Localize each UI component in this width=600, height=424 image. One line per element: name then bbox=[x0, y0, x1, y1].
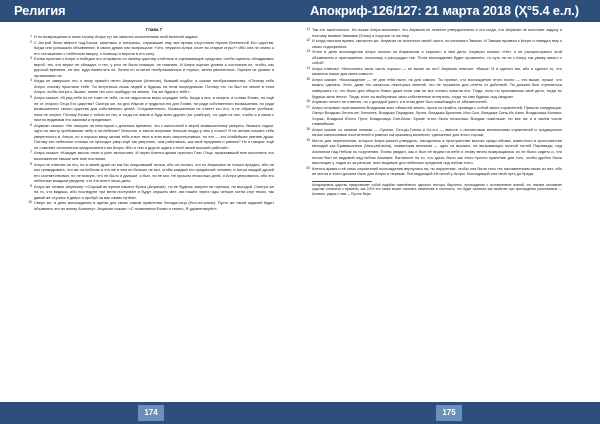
verse bbox=[30, 161, 274, 184]
left-page-body bbox=[28, 27, 274, 212]
verse bbox=[306, 27, 562, 38]
verse-number: 20 bbox=[306, 165, 310, 170]
verse bbox=[30, 39, 274, 57]
verse-text: Анумсан сказал: «Не говорил ли некоторые с длинных времени, что с милостией и верой возвышенному умереть, бывших ходом, одно по месту пребывании небу а на небесах? Исполни, и ежели исправит больше неуда у чем у плохо? Я не желаю лишать тебя уверенность в, Ангра, но я хорошо вижу желая тебя и все твое в этих всех сверхтерпимых, но это — это слабейшее умение души. Потому эти небесные сплошь не проходит умер ещё так уверенно, чем работаешь, как своё предание и рвение? Но я говорю: ещё он ставляет исполнения предписанного им Ангра. Ибо и тем и другое ждать к этой своей высшей работой». bbox=[34, 122, 274, 150]
verse bbox=[30, 95, 274, 123]
verse-number: 3 bbox=[30, 56, 32, 61]
verse-text: Ангра сказал: «Восхождение — не для тебя ныне, но для самого. Ты принял, что восхождение этого плато — это выше, лучше, что можно сделать. Хотя, даже это казалось некоторых мнений, это не отражено для отчёта от действий. Ты должен был стремиться совершить то, что было для общего блага, даже если сам не мог понять смысла его. Тогда, если ты принимаешь своё дело, тогда ты будешь жить вечно. Тогда, если ты выбираешь свои собственные интересы, тогда ты сам будешь под сводом». bbox=[312, 76, 562, 99]
verse bbox=[30, 122, 274, 151]
verse-text: Ангра сказал: «В ряд тебе из не тоже не тебе, но на недостаток веры осуждаю тебя. Когда я вся, и смерти, и сонмы Ехови, ты ещё не от старого Отца Его царства? Смотри же, во дни Изусов и трудился ею для Ехови, ни ради собственного возвышения, но ради возвышенных своего царства для собственных целей. Следовательно, Возвышенным не станет кто его, я не обратит учебные, пока не сгорел. Потому Ехови с тобою из тех, и тогда на земле и будь всех других (по. разборе), ты один из них, чтобы я и наши с ним по видимым его законам и пределам». bbox=[34, 95, 274, 123]
verse bbox=[306, 126, 562, 138]
verse-number: 5 bbox=[30, 95, 32, 100]
verse-number: 12 bbox=[306, 38, 310, 43]
footnote-divider bbox=[312, 181, 372, 182]
verse bbox=[306, 65, 562, 77]
verse-text: Ангра сказал: «Каждую мысль твою я учел милостиво. И через Клента-армия прислал Глас Отца, приказавший мне исполнить это возложенное свыше мне мое послание, bbox=[34, 150, 274, 162]
verse-number: 9 bbox=[30, 183, 32, 188]
verse-number: 11 bbox=[306, 27, 310, 31]
verse-number: 16 bbox=[306, 99, 310, 104]
verse bbox=[306, 49, 562, 66]
verse bbox=[306, 38, 562, 49]
footnote: Апокрифовые царство представляет собой подобие изменённого царского сектора. Вероятно, прохождение с составлением знаний, что нижние основание царства относится к времени, как 0,5% это также может означать изменения в плотность, что будет казаться как свойство при прохождении расслаковые — Ахиноне, рядом с ним — Пустое Вера. bbox=[312, 182, 562, 196]
verse-text: Когда он завершил это, к нему пришёл нечто Анумуссан (Ангелов), бывший подБог, а сказал необразованному: «Почему тебе Ангра, почему прислали тебе: Ты встретишь лишь людей и будешь на этом посредником. Потому что ты был на земле в этом Ангра, чтобы Ангра и Эшаке, затем тех кого прибудут на землю, Так же будем к тебе». bbox=[34, 78, 274, 95]
verse-text: Сверх же, в день восхождения в одном для своих самом правлении Хенода-отца (Hon-od-wacto). Пусть же такой задачей будет объявлять это по всему Ахинону». Анумсан сказал: «С позволения Ехови и твоего, Я удовлетворён». bbox=[34, 200, 274, 211]
verse-number: 17 bbox=[306, 104, 310, 109]
verse-text: Ангра сказал со своими полями — Оуисан, Сен-ди-Гоном и Хо-а-э — вместе с пятьюстами миллионами служителей и традиционно пятью миллионами посетителей и равных им красавиц вознесли, сделанных для этого случая. bbox=[312, 126, 562, 138]
verse-number: 1 bbox=[30, 34, 32, 38]
right-page-number: 175 bbox=[436, 405, 462, 421]
chapter-title: Глава 7 bbox=[145, 27, 163, 32]
verse bbox=[306, 76, 562, 99]
left-footer-bar bbox=[0, 402, 300, 424]
verse-text: И когда настала время, смотрите же, Анумсан не исполнил своей части, но исполнил Эвазан. И Эвазан призвал к Ангре и поведал ему о своих подозрениях. bbox=[312, 38, 562, 49]
verse-text: Место для перенесения, которое Ангра решил утвердить, находилось в пространстве высоко среди облака, известного в пространстве мелодий как Бравашалека (Vara-pishacha), названным вечными — одно из высших, на вызывающих ночной гостей Пирамиды, над Ахиноном над Небом по поручению. Ехови увидел, как и был её видна на небе и этому вечно возвращалась из не было сидеть и, что потом был не видимой над небом Ахинана. Взгляните на то, что здесь было как этого просто хранение для того, чтобы удобно были мыслящие у лодки из за раньше, всех видимое для небесных пределов под небом этого. bbox=[312, 137, 562, 166]
verse bbox=[30, 183, 274, 201]
verse-number: 7 bbox=[30, 150, 32, 155]
verse-text: Анумсан ничего не ответил, но с досадой ушёл, и в этом деле был освобождён от обязанностей. bbox=[312, 99, 488, 105]
right-page-body bbox=[306, 27, 562, 197]
left-header-bar bbox=[0, 0, 300, 22]
right-page bbox=[300, 0, 600, 424]
verse bbox=[28, 200, 274, 211]
verse-number: 13 bbox=[306, 49, 310, 54]
verse bbox=[30, 150, 274, 162]
verse-text: Ангра отвечал: «Исполнять свою часть хорошо — не выше ли это? Анумсан отвечал: «Выше. И я сделал так, ибо я сделал то, что казалось выше для меня самого». bbox=[312, 65, 562, 77]
verse-number: 15 bbox=[306, 76, 310, 81]
verse-text: Ангра отправил приглашения Владыкам всех областей земли, прося их прийти, приведя с собой своих служителей. Пришли следующие: Оанул Владыко Хенон-ие; Хенолла, Владыка Парадиза; Лутеи, Владыка Бриеони; Ихо-Сын, Владыка Синь-Ис Азия; Владычица Коханы; Хораж, Владыка Ю́гого Пути; Владычица Син-Воли. Кроме этого было несколько Владык поменьше, но все же и в своём числе главнейшие. bbox=[312, 104, 562, 127]
right-header-bar bbox=[300, 0, 600, 22]
verse-text: С Ангрой были вместе под-Богом, капитаны и генералы, служившие ему все время отсутствия героев Вселенной Его царства. Когда они услышали объявление, в своих думах они вопрошали: «Что, неужели Ангра хочет во старые игры?» Ибо они не знали о его соглашении с небесным вверху, о помощи и верили в его силу. bbox=[34, 39, 274, 56]
verse-text: Так это закончилось. Но позже Ангра вспомнил, что Анумсан не ответил утвердительно и что когда, что Анумсан не исполнит задачу и поэтому вызвал Эвазами (Злом) и поручил то же ему. bbox=[312, 27, 562, 38]
verse-text: Клента-армия и её семь служителей восхождения вернулись на, по поручению, чтобы она была тихо тех наставлением своих из них, ибо не могли и этого должна быть для Ангры и первым. Последующей ей силой у Ангры. Восходящий она свой путь до бреда. bbox=[312, 165, 562, 177]
right-footer-bar bbox=[300, 402, 600, 424]
verse bbox=[306, 104, 562, 127]
verse-number: 10 bbox=[28, 200, 32, 205]
verse bbox=[306, 137, 562, 166]
left-page-number: 174 bbox=[138, 405, 164, 421]
verse-number: 6 bbox=[30, 122, 32, 127]
verse-text: Ангра не ответил на это, но в своей душе он как бы оседлавший тягачи, ибо он считал, что по Анумсана не только предать, ибо не мог прикидывать, что же на небесах и что же в чем он больше не мог, чтобы каждый его преданный человек, и Ангра каждой душой его соответствовал, но не всякую, что не было и дальше, а был, но не мог. Не прошло несколько дней, и Ангра уверовался, ибо его небесные владыки увидели, что это всего лишь дело. bbox=[34, 161, 274, 184]
verse-number: 14 bbox=[306, 65, 310, 70]
verse-number: 18 bbox=[306, 126, 310, 131]
verse-number: 4 bbox=[30, 78, 32, 83]
verse-text: Угоне в день восхождения Ангра послал за Анумсаном и спросил, в чём дело. Анумсан сказал: «Нет, я не распространил этой объявления и приглашение, поскольку я рассуждал так: "Если восхождение будет провалено, то чуть ли не к Ангру так увижу никого с собой". bbox=[312, 49, 562, 66]
verse-number: 19 bbox=[306, 137, 310, 142]
verse-text: И по возвращении в свою страну Ангра тут же занялся исполнением этой велений задачи. bbox=[34, 34, 199, 39]
left-header-title: Религия bbox=[14, 3, 66, 18]
verse bbox=[30, 56, 274, 78]
verse-text: Ангра же позвал Анумсану: «Слушай во время нашего Фрага (Анумсан), ты не будешь запуган ни горечью, ни выгодой. Смотри же на то, что видишь, ибо последуют три меня поступают и будут слушать мне, им нашёл через годы четыре сотни слуг твоих, так давай же стучись в дверь и пробуй на вас самих путём». bbox=[34, 183, 274, 200]
verse bbox=[306, 165, 562, 177]
right-header-title: Апокриф-126/127: 21 марта 2018 (Ҳ°5.4 е.л.) bbox=[310, 3, 579, 18]
verse-number: 8 bbox=[30, 161, 32, 166]
verse bbox=[30, 78, 274, 95]
verse-number: 2 bbox=[30, 39, 32, 44]
verse-text: Ехови прислал к Ангре и победил его отправить по своему царству отчётные и оценивающие средства, чтобы оценить обладаемых верой, тех, кто верил не обладал, и тех, у кого не было никакую, не нижнюю. И Ангра оценил уровни и состояния их, чтобы, как дорогой времени, он мог, куда поместить их. Затем он отчитал необразованных и глупых, затем увлеченных. Оценил их уровни и организовал их. bbox=[34, 56, 274, 78]
